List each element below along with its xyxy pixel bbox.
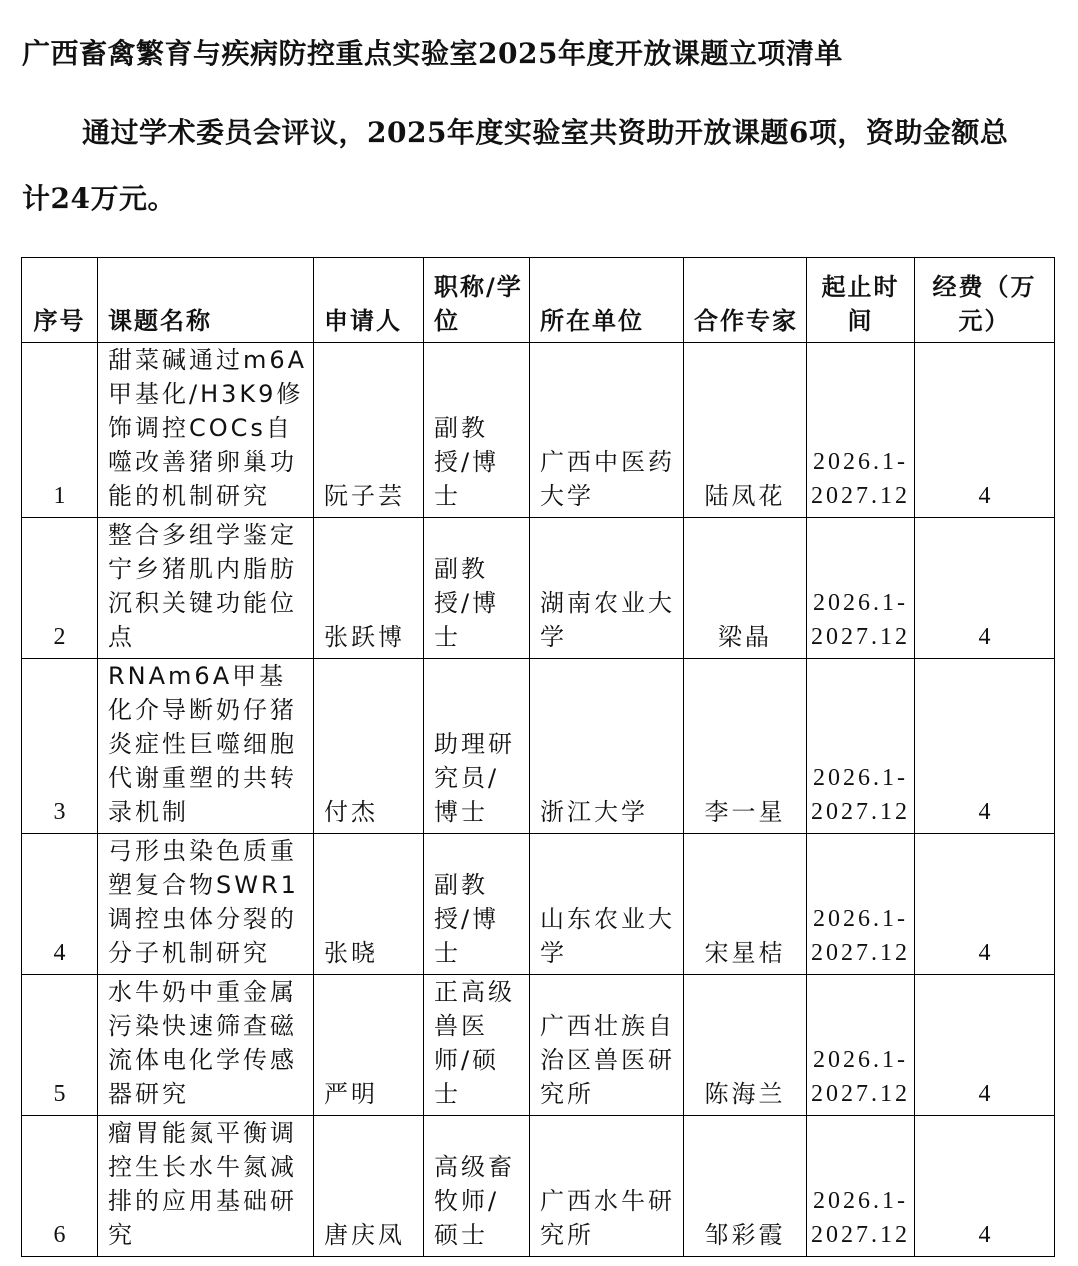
header-index: 序号 — [22, 258, 98, 343]
row-title-degree: 副教授/博士 — [424, 518, 530, 659]
row-index: 3 — [22, 659, 98, 834]
intro-paragraph: 通过学术委员会评议，2025年度实验室共资助开放课题6项，资助金额总计24万元。 — [22, 116, 1009, 215]
row-funding: 4 — [915, 1116, 1055, 1257]
row-title-degree: 助理研究员/博士 — [424, 659, 530, 834]
row-title-degree: 正高级兽医师/硕士 — [424, 975, 530, 1116]
header-period: 起止时间 — [807, 258, 915, 343]
row-topic: RNAm6A甲基化介导断奶仔猪炎症性巨噬细胞代谢重塑的共转录机制 — [98, 659, 314, 834]
row-collaborator: 李一星 — [684, 659, 807, 834]
row-applicant: 张晓 — [314, 834, 424, 975]
document-title: 广西畜禽繁育与疾病防控重点实验室2025年度开放课题立项清单 — [22, 37, 843, 70]
row-title-degree: 高级畜牧师/硕士 — [424, 1116, 530, 1257]
projects-table — [21, 257, 1055, 1257]
row-period: 2026.1-2027.12 — [807, 659, 915, 834]
row-applicant: 阮子芸 — [314, 343, 424, 518]
header-applicant: 申请人 — [314, 258, 424, 343]
row-index: 5 — [22, 975, 98, 1116]
header-funding: 经费（万元） — [915, 258, 1055, 343]
table-row — [22, 975, 1055, 1116]
table-row — [22, 834, 1055, 975]
row-topic: 甜菜碱通过m6A甲基化/H3K9修饰调控COCs自噬改善猪卵巢功能的机制研究 — [98, 343, 314, 518]
row-institution: 浙江大学 — [530, 659, 684, 834]
row-index: 1 — [22, 343, 98, 518]
header-title-degree: 职称/学位 — [424, 258, 530, 343]
row-index: 6 — [22, 1116, 98, 1257]
row-collaborator: 陈海兰 — [684, 975, 807, 1116]
row-applicant: 唐庆凤 — [314, 1116, 424, 1257]
row-applicant: 严明 — [314, 975, 424, 1116]
row-institution: 湖南农业大学 — [530, 518, 684, 659]
row-topic: 瘤胃能氮平衡调控生长水牛氮减排的应用基础研究 — [98, 1116, 314, 1257]
row-topic: 整合多组学鉴定宁乡猪肌内脂肪沉积关键功能位点 — [98, 518, 314, 659]
table-row — [22, 1116, 1055, 1257]
row-funding: 4 — [915, 975, 1055, 1116]
row-collaborator: 陆凤花 — [684, 343, 807, 518]
row-applicant: 张跃博 — [314, 518, 424, 659]
row-topic: 水牛奶中重金属污染快速筛查磁流体电化学传感器研究 — [98, 975, 314, 1116]
row-institution: 广西壮族自治区兽医研究所 — [530, 975, 684, 1116]
row-collaborator: 邹彩霞 — [684, 1116, 807, 1257]
header-institution: 所在单位 — [530, 258, 684, 343]
row-period: 2026.1-2027.12 — [807, 975, 915, 1116]
row-funding: 4 — [915, 659, 1055, 834]
table-row — [22, 659, 1055, 834]
header-topic: 课题名称 — [98, 258, 314, 343]
row-funding: 4 — [915, 518, 1055, 659]
row-collaborator: 宋星桔 — [684, 834, 807, 975]
row-index: 2 — [22, 518, 98, 659]
row-period: 2026.1-2027.12 — [807, 518, 915, 659]
table-row — [22, 518, 1055, 659]
row-index: 4 — [22, 834, 98, 975]
row-period: 2026.1-2027.12 — [807, 1116, 915, 1257]
row-funding: 4 — [915, 834, 1055, 975]
row-period: 2026.1-2027.12 — [807, 834, 915, 975]
row-funding: 4 — [915, 343, 1055, 518]
row-period: 2026.1-2027.12 — [807, 343, 915, 518]
row-institution: 山东农业大学 — [530, 834, 684, 975]
row-applicant: 付杰 — [314, 659, 424, 834]
row-collaborator: 梁晶 — [684, 518, 807, 659]
header-collaborator: 合作专家 — [684, 258, 807, 343]
table-row — [22, 343, 1055, 518]
row-title-degree: 副教授/博士 — [424, 834, 530, 975]
row-title-degree: 副教授/博士 — [424, 343, 530, 518]
table-header-row — [22, 258, 1055, 343]
row-institution: 广西中医药大学 — [530, 343, 684, 518]
row-institution: 广西水牛研究所 — [530, 1116, 684, 1257]
row-topic: 弓形虫染色质重塑复合物SWR1调控虫体分裂的分子机制研究 — [98, 834, 314, 975]
